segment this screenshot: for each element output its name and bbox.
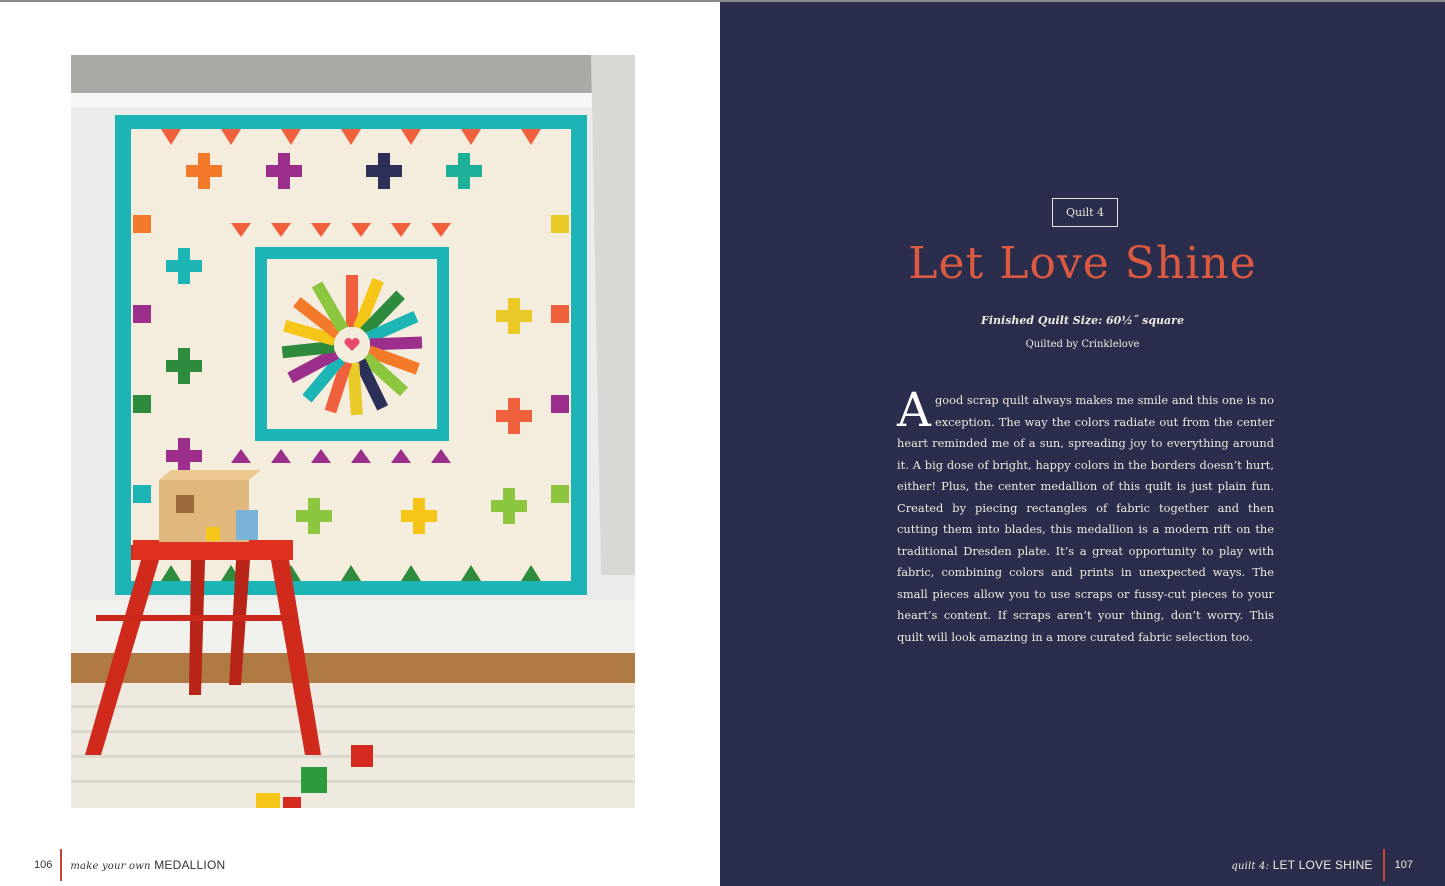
chapter-title xyxy=(1231,858,1372,872)
quilt-number-badge: Quilt 4 xyxy=(1052,198,1118,227)
chapter-caps: LET LOVE SHINE xyxy=(1272,858,1373,872)
quilt-photo-illustration xyxy=(71,55,635,808)
right-page-number: 107 xyxy=(1394,859,1413,871)
left-page-number: 106 xyxy=(34,859,53,871)
intro-paragraph xyxy=(897,383,1274,648)
left-folio xyxy=(34,848,225,882)
right-page xyxy=(720,2,1445,886)
chapter-italic: quilt 4: xyxy=(1231,861,1270,872)
quilt-title: Let Love Shine xyxy=(908,238,1257,289)
quilt-photo xyxy=(71,55,635,808)
quilted-by: Quilted by Crinklelove xyxy=(1025,339,1140,350)
book-title xyxy=(70,858,225,872)
left-folio-divider xyxy=(60,849,62,881)
drop-cap: A xyxy=(897,383,931,438)
right-folio xyxy=(1231,848,1413,882)
intro-body: good scrap quilt always makes me smile and this one is no exception. The way the colors radiate out from the center heart reminded me of a sun, spreading joy to everything around it. A big dose of bright, happy colors in the borders doesn’t hurt, either! Plus, the center medallion of this quilt is just plain fun. Created by piecing rectangles of fabric together and then cutting them into blades, this medallion is a modern rift on the traditional Dresden plate. It’s a great opportunity to play with fabric, combining colors and prints in unexpected ways. The small pieces allow you to use scraps or fussy-cut pieces to your heart’s content. If scraps aren’t your thing, don’t worry. This quilt will look amazing in a more curated fabric selection too. xyxy=(897,393,1274,644)
left-page xyxy=(0,2,720,886)
book-title-italic: make your own xyxy=(70,861,151,872)
finished-size: Finished Quilt Size: 60½˝ square xyxy=(981,314,1184,327)
book-title-caps: MEDALLION xyxy=(154,858,226,872)
right-folio-divider xyxy=(1383,849,1385,881)
